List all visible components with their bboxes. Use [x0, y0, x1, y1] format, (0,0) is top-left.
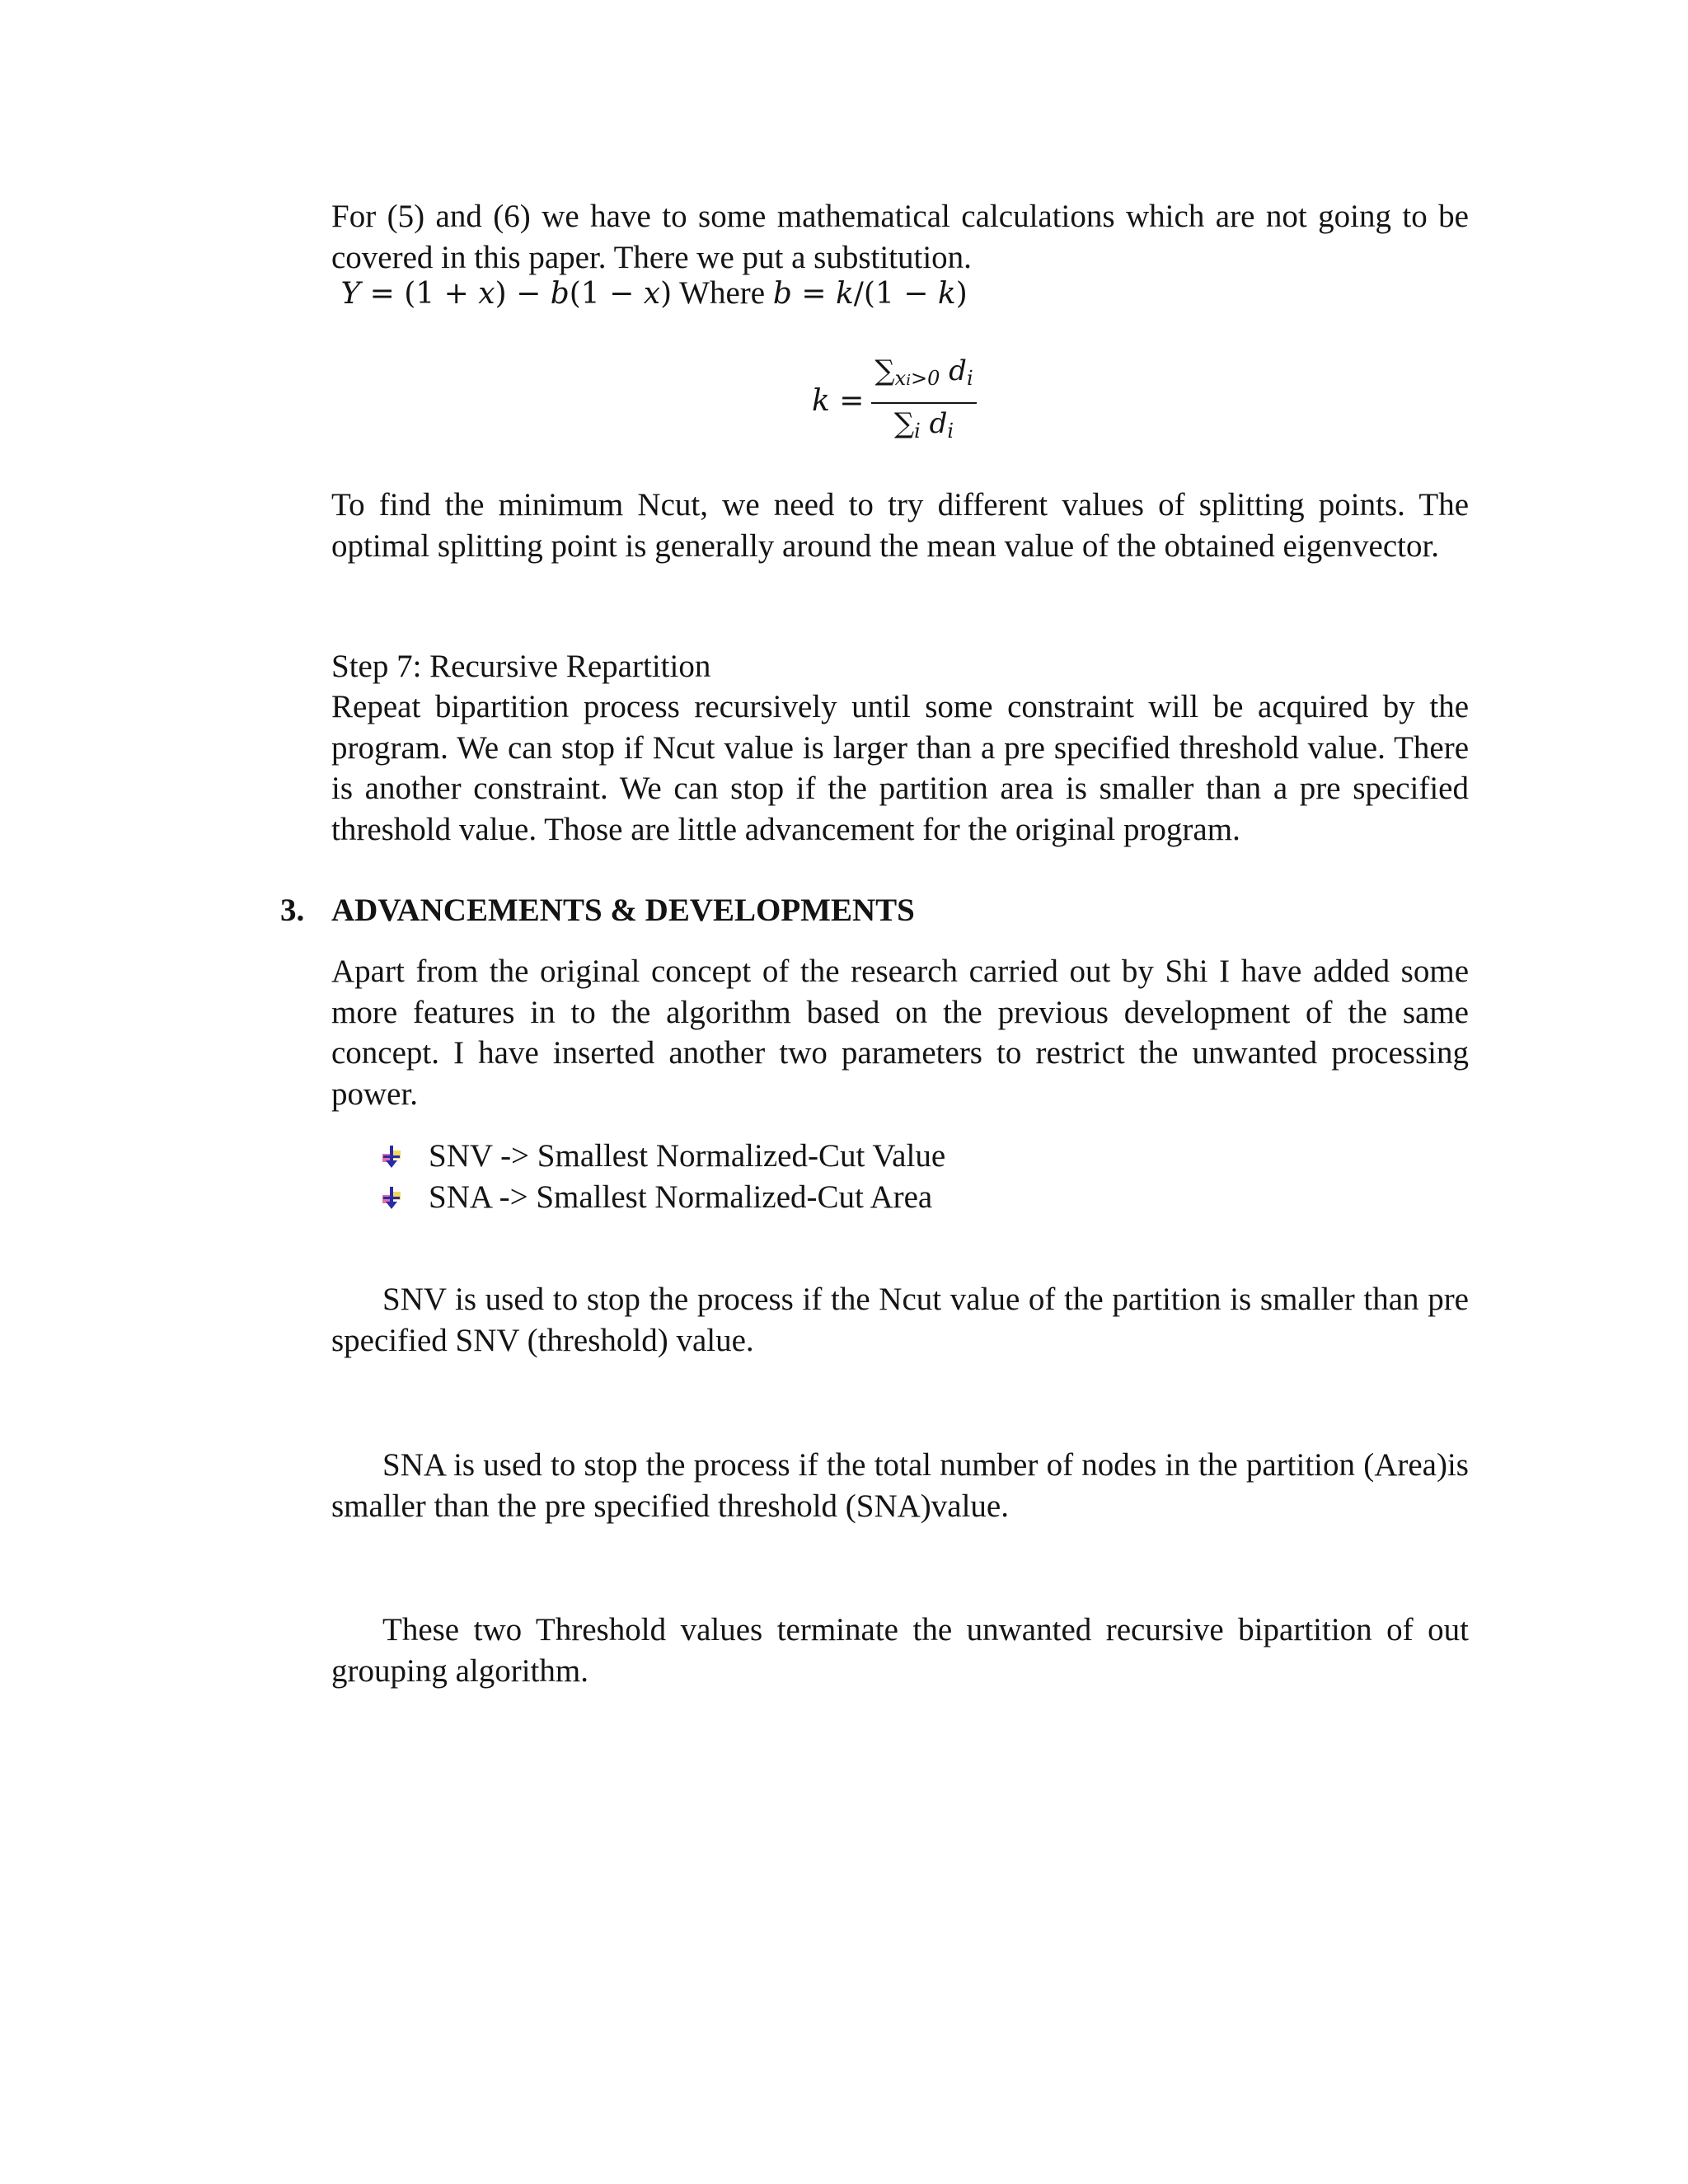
formula-where: Where	[672, 275, 773, 311]
snv-description: SNV is used to stop the process if the Ncut value of the partition is smaller than pre specified SNV (threshold) value.	[331, 1282, 1469, 1358]
section-3-heading	[280, 890, 915, 931]
k-fraction-formula	[812, 354, 1026, 453]
section3-intro: Apart from the original concept of the research carried out by Shi I have added some more features in to the algorithm based on the previous development of the same concept. I have inserted another two parameters to restrict the unwanted processing power.	[331, 954, 1469, 1112]
list-item	[381, 1177, 945, 1218]
bullet-text: SNV -> Smallest Normalized-Cut Value	[429, 1138, 946, 1174]
arrow-down-bullet-icon	[381, 1187, 402, 1210]
substitution-formula	[331, 273, 968, 315]
formula-y: Y = (1 + x) − b(1 − x)	[331, 277, 673, 311]
formula-b: b = k/(1 − k)	[772, 277, 968, 311]
sna-description: SNA is used to stop the process if the total number of nodes in the partition (Area)is smaller than the pre specified threshold (SNA)value.	[331, 1447, 1469, 1524]
section-title: ADVANCEMENTS & DEVELOPMENTS	[331, 893, 915, 928]
paragraph-intro: For (5) and (6) we have to some mathematical calculations which are not going to be covered in this paper. There we put a substitution.	[331, 199, 1469, 275]
fraction-lhs: k =	[812, 384, 865, 418]
fraction-denominator: $\sum_i$ $d_i$	[893, 407, 954, 443]
paragraph-min-ncut: To find the minimum Ncut, we need to try different values of splitting points. The optimal splitting point is generally around the mean value of the obtained eigenvector.	[331, 487, 1469, 564]
step7-body: Repeat bipartition process recursively until some constraint will be acquired by the program. We can stop if Ncut value is larger than a pre specified threshold value. There is another constraint. We can stop if the partition area is smaller than a pre specified threshold value. Those are little advancement for the original program.	[331, 689, 1469, 847]
arrow-down-bullet-icon	[381, 1146, 402, 1169]
step7-title: Step 7: Recursive Repartition	[331, 649, 711, 684]
fraction-bar	[871, 402, 977, 404]
fraction-numerator: $\sum_{xi>0}$ $d_i$	[874, 354, 973, 390]
closing-paragraph: These two Threshold values terminate the unwanted recursive bipartition of out grouping algorithm.	[331, 1612, 1469, 1689]
list-item	[381, 1136, 945, 1177]
bullet-text: SNA -> Smallest Normalized-Cut Area	[429, 1179, 933, 1215]
section-number: 3.	[280, 893, 305, 928]
threshold-bullet-list	[381, 1136, 945, 1217]
